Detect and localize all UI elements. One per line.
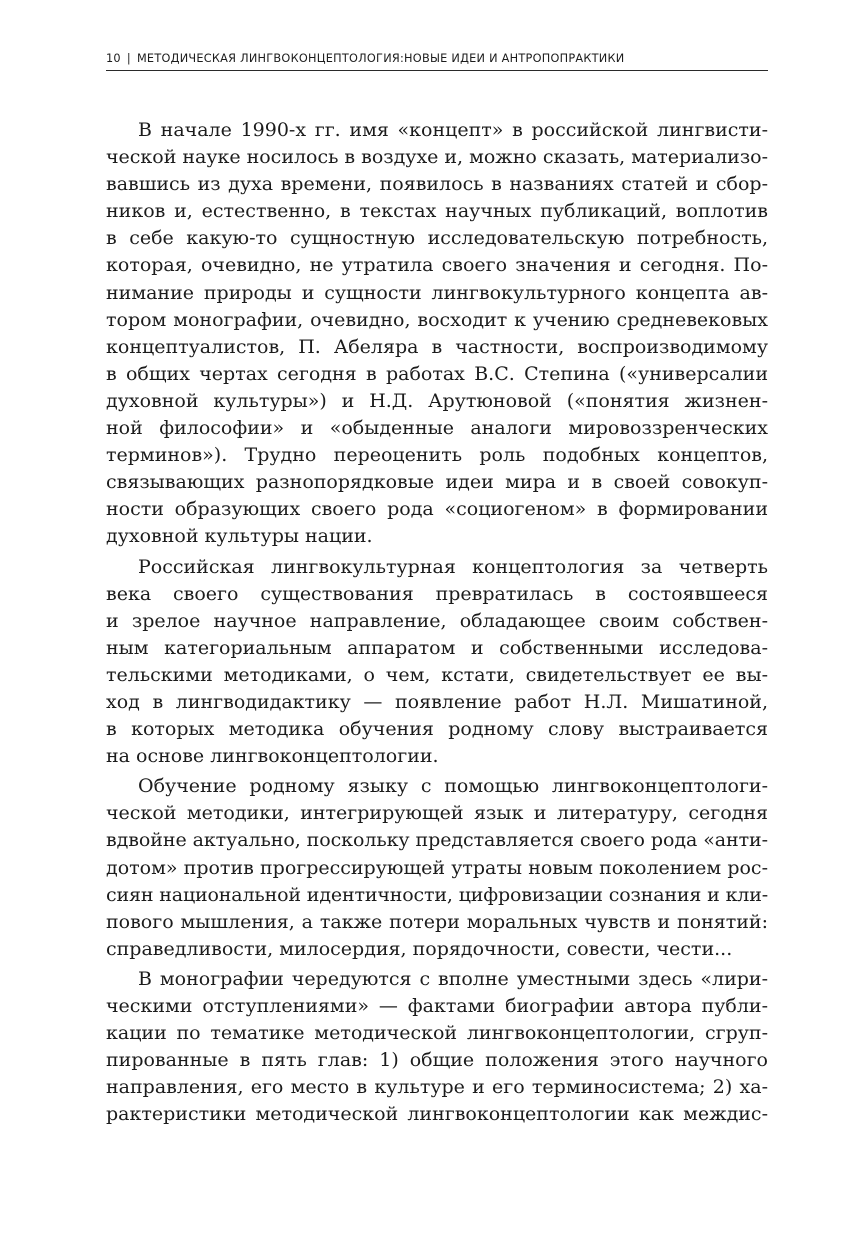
text-line: справедливости, милосердия, порядочности, совести, чести... (106, 937, 733, 960)
text-line: кации по тематике методической лингвоконцептологии, сгруп- (106, 1022, 768, 1045)
text-line: концептуалистов, П. Абеляра в частности, воспроизводимому (106, 335, 768, 358)
paragraph-3 (106, 770, 768, 963)
header-separator: | (126, 52, 131, 65)
text-line: рактеристики методической лингвоконцептологии как междис- (106, 1103, 768, 1126)
page-number: 10 (106, 52, 121, 65)
text-line: пового мышления, а также потери моральных чувств и понятий: (106, 910, 768, 933)
text-line: в общих чертах сегодня в работах В.С. Степина («универсалии (106, 362, 768, 385)
text-line: Российская лингвокультурная концептология за четверть (138, 555, 768, 578)
header-rule (106, 70, 768, 71)
text-line: В начале 1990-х гг. имя «концепт» в российской лингвисти- (138, 119, 768, 141)
text-line: в которых методика обучения родному слову выстраивается (106, 718, 768, 741)
text-line: ности образующих своего рода «социогеном» в формировании (106, 498, 768, 521)
text-line: ческими отступлениями» — фактами биографии автора публи- (106, 995, 768, 1017)
text-line: в себе какую-то сущностную исследовательскую потребность, (106, 227, 768, 250)
text-line: В монографии чередуются с вполне уместными здесь «лири- (138, 967, 768, 990)
text-line: вдвойне актуально, поскольку представляется своего рода «анти- (106, 829, 768, 852)
text-line: Обучение родному языку с помощью лингвоконцептологи- (138, 775, 768, 798)
text-line: вавшись из духа времени, появилось в названиях статей и сбор- (106, 173, 768, 196)
text-line: нимание природы и сущности лингвокультурного концепта ав- (106, 281, 768, 304)
body-text (106, 117, 768, 1128)
paragraph-4 (106, 963, 768, 1129)
text-line: сиян национальной идентичности, цифровизации сознания и кли- (106, 883, 768, 906)
text-line: ным категориальным аппаратом и собственными исследова- (106, 636, 768, 659)
text-line: связывающих разнопорядковые идеи мира и в своей совокуп- (106, 471, 768, 494)
text-line: которая, очевидно, не утратила своего значения и сегодня. По- (106, 254, 768, 277)
text-line: ческой науке носилось в воздухе и, можно сказать, материализо- (106, 146, 768, 169)
running-head (106, 51, 768, 71)
text-line: ход в лингводидактику — появление работ Н.Л. Мишатиной, (106, 690, 768, 713)
text-line: пированные в пять глав: 1) общие положения этого научного (106, 1049, 768, 1072)
text-line: направления, его место в культуре и его терминосистема; 2) ха- (106, 1076, 768, 1099)
text-line: духовной культуры») и Н.Д. Арутюновой («понятия жизнен- (106, 389, 768, 412)
paragraph-1 (106, 117, 768, 551)
text-line: ческой методики, интегрирующей язык и литературу, сегодня (106, 802, 768, 825)
text-line: тельскими методиками, о чем, кстати, свидетельствует ее вы- (106, 663, 768, 686)
text-line: ной философии» и «обыденные аналоги мировоззренческих (106, 417, 768, 440)
text-line: и зрелое научное направление, обладающее своим собствен- (106, 609, 768, 632)
text-line: на основе лингвоконцептологии. (106, 745, 439, 768)
text-line: духовной культуры нации. (106, 525, 373, 548)
text-line: века своего существования превратилась в состоявшееся (106, 582, 768, 605)
text-line: ников и, естественно, в текстах научных публикаций, воплотив (106, 200, 768, 223)
paragraph-2 (106, 551, 768, 771)
book-title: МЕТОДИЧЕСКАЯ ЛИНГВОКОНЦЕПТОЛОГИЯ:НОВЫЕ ИДЕИ И АНТРОПОПРАКТИКИ (136, 52, 625, 65)
text-line: тором монографии, очевидно, восходит к учению средневековых (106, 308, 768, 331)
text-line: дотом» против прогрессирующей утраты новым поколением рос- (106, 856, 768, 879)
text-line: терминов»). Трудно переоценить роль подобных концептов, (106, 444, 768, 467)
